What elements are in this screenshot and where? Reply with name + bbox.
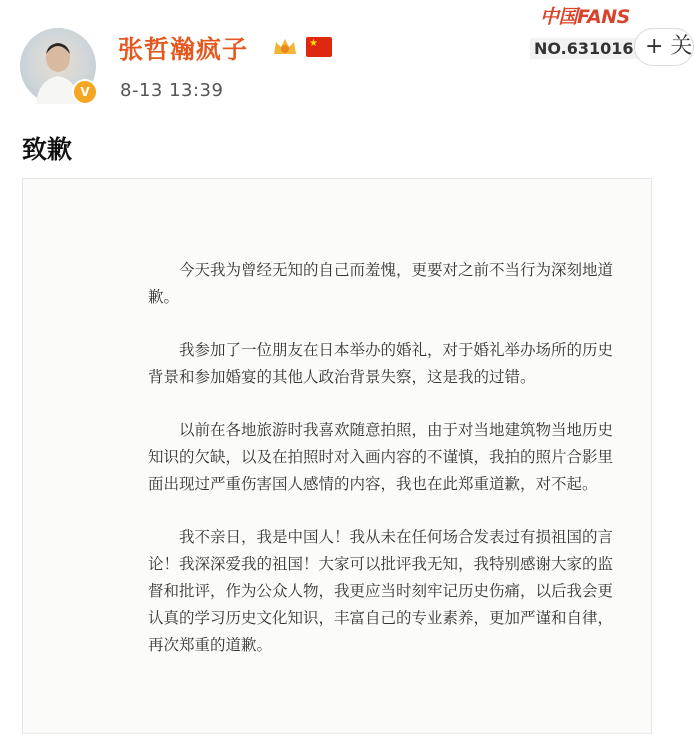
username[interactable]: 张哲瀚疯子 bbox=[118, 35, 249, 64]
apology-letter-image[interactable] bbox=[22, 178, 652, 734]
letter-paragraph: 今天我为曾经无知的自己而羞愧，更要对之前不当行为深刻地道歉。 bbox=[148, 261, 614, 306]
china-flag-icon: ★ bbox=[306, 37, 332, 57]
letter-paragraph: 我参加了一位朋友在日本举办的婚礼，对于婚礼举办场所的历史背景和参加婚宴的其他人政治背景失察，这是我的过错。 bbox=[148, 341, 614, 386]
vip-crown-icon bbox=[272, 36, 298, 60]
follow-button[interactable]: + 关 bbox=[634, 28, 694, 66]
fans-number: NO.631016 bbox=[530, 38, 638, 59]
post-title: 致歉 bbox=[22, 135, 73, 164]
post-timestamp: 8-13 13:39 bbox=[120, 80, 224, 101]
letter-body bbox=[148, 257, 618, 685]
letter-paragraph: 我不亲日，我是中国人！我从未在任何场合发表过有损祖国的言论！我深深爱我的祖国！大家可以批评我无知，我特别感谢大家的监督和批评，作为公众人物，我更应当时刻牢记历史伤痛，以后我会更认真的学习历史文化知识，丰富自己的专业素养，更加严谨和自律，再次郑重的道歉。 bbox=[148, 528, 614, 654]
letter-paragraph: 以前在各地旅游时我喜欢随意拍照，由于对当地建筑物当地历史知识的欠缺，以及在拍照时对入画内容的不谨慎，我拍的照片合影里面出现过严重伤害国人感情的内容，我也在此郑重道歉，对不起。 bbox=[148, 421, 614, 493]
fans-logo: 中国FANS bbox=[540, 6, 630, 28]
verified-badge-icon: V bbox=[72, 79, 98, 105]
